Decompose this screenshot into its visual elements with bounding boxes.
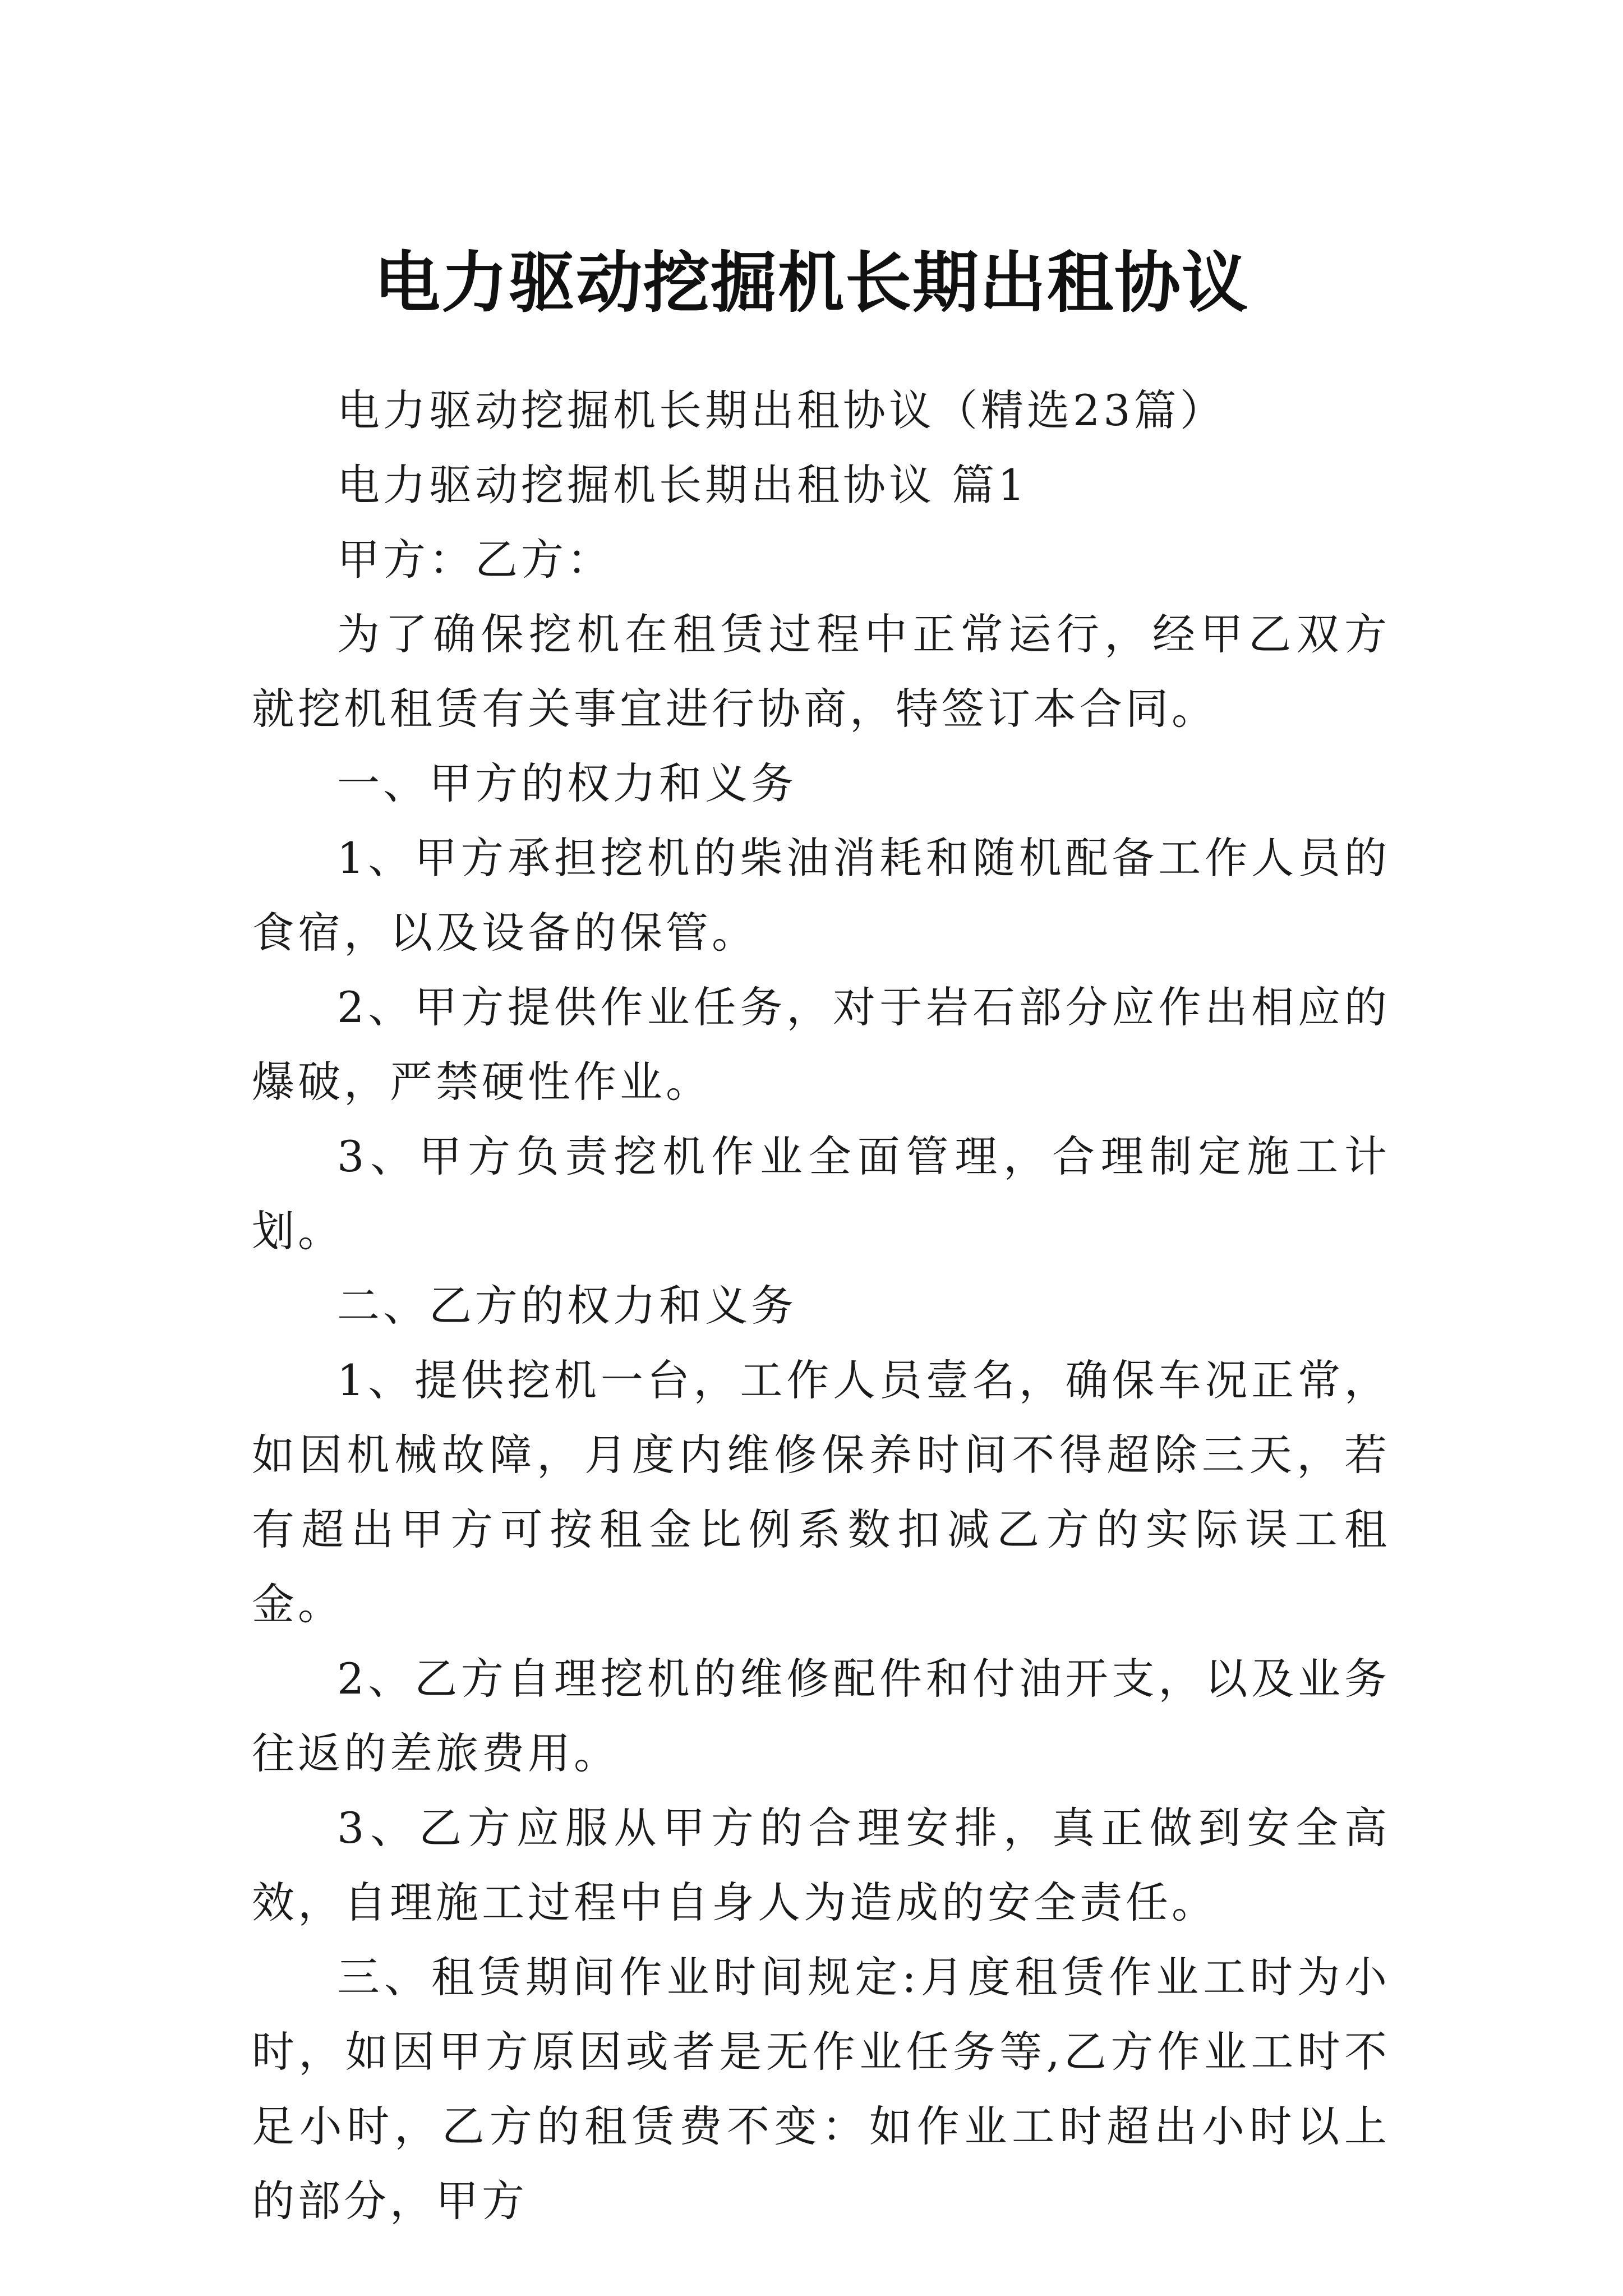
paragraph-clause: 1、甲方承担挖机的柴油消耗和随机配备工作人员的食宿，以及设备的保管。 — [252, 833, 1390, 958]
paragraph-clause: 2、甲方提供作业任务，对于岩石部分应作出相应的爆破，严禁硬性作业。 — [252, 982, 1390, 1107]
paragraph-clause: 3、甲方负责挖机作业全面管理，合理制定施工计划。 — [252, 1131, 1390, 1256]
paragraph-subtitle: 电力驱动挖掘机长期出租协议（精选23篇） — [337, 385, 1226, 435]
document-body — [252, 373, 1390, 2238]
paragraph-intro: 为了确保挖机在租赁过程中正常运行，经甲乙双方就挖机租赁有关事宜进行协商，特签订本合同。 — [252, 609, 1390, 734]
paragraph-heading-party-b: 二、乙方的权力和义务 — [337, 1281, 797, 1331]
paragraph-clause: 3、乙方应服从甲方的合理安排，真正做到安全高效，自理施工过程中自身人为造成的安全责任。 — [252, 1803, 1390, 1927]
document-title: 电力驱动挖掘机长期出租协议 — [374, 243, 1249, 322]
paragraph-clause: 2、乙方自理挖机的维修配件和付油开支，以及业务往返的差旅费用。 — [252, 1654, 1390, 1778]
paragraph-section-heading: 电力驱动挖掘机长期出租协议 篇1 — [337, 460, 1029, 510]
paragraph-clause: 1、提供挖机一台，工作人员壹名，确保车况正常，如因机械故障，月度内维修保养时间不得超除三天，若有超出甲方可按租金比例系数扣减乙方的实际误工租金。 — [252, 1355, 1390, 1629]
paragraph-heading-party-a: 一、甲方的权力和义务 — [337, 758, 797, 808]
paragraph-heading-work-hours: 三、租赁期间作业时间规定:月度租赁作业工时为小时，如因甲方原因或者是无作业任务等,乙方作业工时不足小时，乙方的租赁费不变：如作业工时超出小时以上的部分，甲方 — [252, 1952, 1390, 2226]
paragraph-parties: 甲方：乙方： — [337, 535, 613, 585]
